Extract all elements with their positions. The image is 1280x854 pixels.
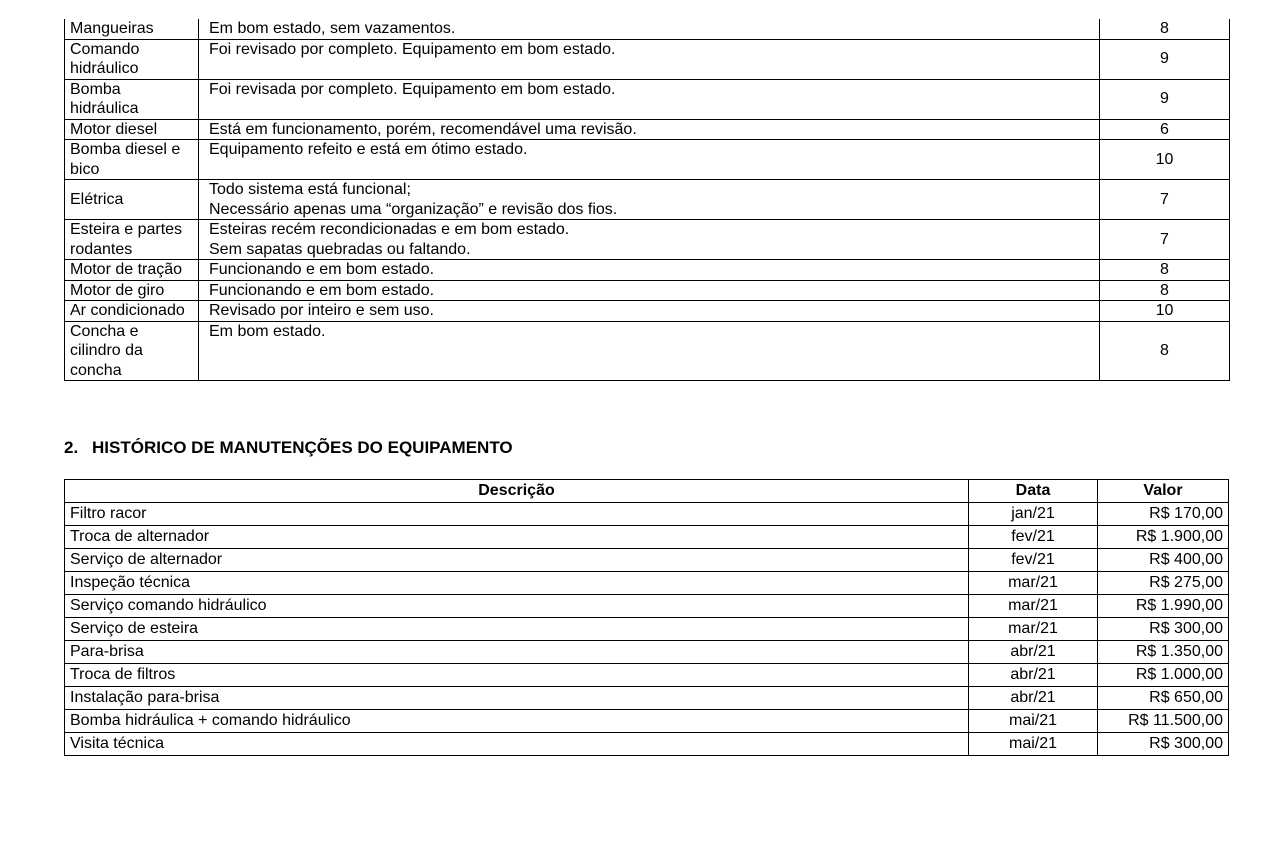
service-description: Serviço de alternador (65, 549, 969, 572)
service-value: R$ 300,00 (1098, 618, 1229, 641)
maintenance-history-table (64, 479, 1229, 756)
component-description: Todo sistema está funcional; Necessário apenas uma “organização” e revisão dos fios. (199, 180, 1100, 220)
table-row (65, 503, 1229, 526)
service-description: Troca de alternador (65, 526, 969, 549)
table-row (65, 572, 1229, 595)
table-row (65, 301, 1230, 322)
component-description: Foi revisado por completo. Equipamento em bom estado. (199, 39, 1100, 79)
service-description: Bomba hidráulica + comando hidráulico (65, 710, 969, 733)
component-description: Esteiras recém recondicionadas e em bom estado. Sem sapatas quebradas ou faltando. (199, 220, 1100, 260)
table-row (65, 618, 1229, 641)
table-row (65, 19, 1230, 39)
service-value: R$ 1.990,00 (1098, 595, 1229, 618)
component-name: Bomba diesel e bico (65, 140, 199, 180)
component-score: 8 (1100, 280, 1230, 301)
table-row (65, 180, 1230, 220)
component-description: Está em funcionamento, porém, recomendável uma revisão. (199, 119, 1100, 140)
component-description: Funcionando e em bom estado. (199, 280, 1100, 301)
component-description: Foi revisada por completo. Equipamento em bom estado. (199, 79, 1100, 119)
component-name: Esteira e partes rodantes (65, 220, 199, 260)
service-value: R$ 11.500,00 (1098, 710, 1229, 733)
service-value: R$ 300,00 (1098, 733, 1229, 756)
table-row (65, 710, 1229, 733)
service-description: Inspeção técnica (65, 572, 969, 595)
column-header-date: Data (969, 480, 1098, 503)
service-value: R$ 400,00 (1098, 549, 1229, 572)
table-row (65, 119, 1230, 140)
table-header-row (65, 480, 1229, 503)
component-name: Motor de tração (65, 260, 199, 281)
component-description: Revisado por inteiro e sem uso. (199, 301, 1100, 322)
service-value: R$ 275,00 (1098, 572, 1229, 595)
service-date: mar/21 (969, 595, 1098, 618)
table-row (65, 595, 1229, 618)
service-value: R$ 170,00 (1098, 503, 1229, 526)
component-score: 9 (1100, 39, 1230, 79)
component-description: Funcionando e em bom estado. (199, 260, 1100, 281)
service-value: R$ 1.000,00 (1098, 664, 1229, 687)
table-row (65, 664, 1229, 687)
component-score: 7 (1100, 180, 1230, 220)
service-value: R$ 1.350,00 (1098, 641, 1229, 664)
service-description: Troca de filtros (65, 664, 969, 687)
table-row (65, 260, 1230, 281)
table-row (65, 220, 1230, 260)
table-row (65, 526, 1229, 549)
service-description: Visita técnica (65, 733, 969, 756)
column-header-value: Valor (1098, 480, 1229, 503)
component-name: Mangueiras (65, 19, 199, 39)
table-row (65, 321, 1230, 381)
section-heading (64, 437, 513, 459)
service-date: mar/21 (969, 572, 1098, 595)
component-score: 8 (1100, 321, 1230, 381)
service-value: R$ 650,00 (1098, 687, 1229, 710)
component-name: Comando hidráulico (65, 39, 199, 79)
component-score: 7 (1100, 220, 1230, 260)
table-row (65, 39, 1230, 79)
component-score: 9 (1100, 79, 1230, 119)
component-name: Motor diesel (65, 119, 199, 140)
component-name: Motor de giro (65, 280, 199, 301)
service-date: abr/21 (969, 641, 1098, 664)
service-date: mai/21 (969, 710, 1098, 733)
section-number: 2. (64, 438, 79, 457)
table-row (65, 687, 1229, 710)
service-description: Serviço de esteira (65, 618, 969, 641)
service-date: abr/21 (969, 687, 1098, 710)
table-row (65, 79, 1230, 119)
component-name: Elétrica (65, 180, 199, 220)
component-name: Bomba hidráulica (65, 79, 199, 119)
component-description: Em bom estado, sem vazamentos. (199, 19, 1100, 39)
component-description: Em bom estado. (199, 321, 1100, 381)
component-name: Concha e cilindro da concha (65, 321, 199, 381)
service-date: mar/21 (969, 618, 1098, 641)
section-title: HISTÓRICO DE MANUTENÇÕES DO EQUIPAMENTO (92, 438, 513, 457)
component-score: 10 (1100, 301, 1230, 322)
service-date: abr/21 (969, 664, 1098, 687)
column-header-description: Descrição (65, 480, 969, 503)
service-date: mai/21 (969, 733, 1098, 756)
component-score: 10 (1100, 140, 1230, 180)
table-row (65, 641, 1229, 664)
component-name: Ar condicionado (65, 301, 199, 322)
service-description: Para-brisa (65, 641, 969, 664)
table-row (65, 280, 1230, 301)
service-date: jan/21 (969, 503, 1098, 526)
service-description: Filtro racor (65, 503, 969, 526)
service-date: fev/21 (969, 526, 1098, 549)
component-score: 6 (1100, 119, 1230, 140)
table-row (65, 549, 1229, 572)
service-description: Serviço comando hidráulico (65, 595, 969, 618)
service-description: Instalação para-brisa (65, 687, 969, 710)
component-description: Equipamento refeito e está em ótimo estado. (199, 140, 1100, 180)
service-date: fev/21 (969, 549, 1098, 572)
table-row (65, 733, 1229, 756)
service-value: R$ 1.900,00 (1098, 526, 1229, 549)
equipment-evaluation-table (64, 19, 1230, 381)
component-score: 8 (1100, 19, 1230, 39)
table-row (65, 140, 1230, 180)
component-score: 8 (1100, 260, 1230, 281)
